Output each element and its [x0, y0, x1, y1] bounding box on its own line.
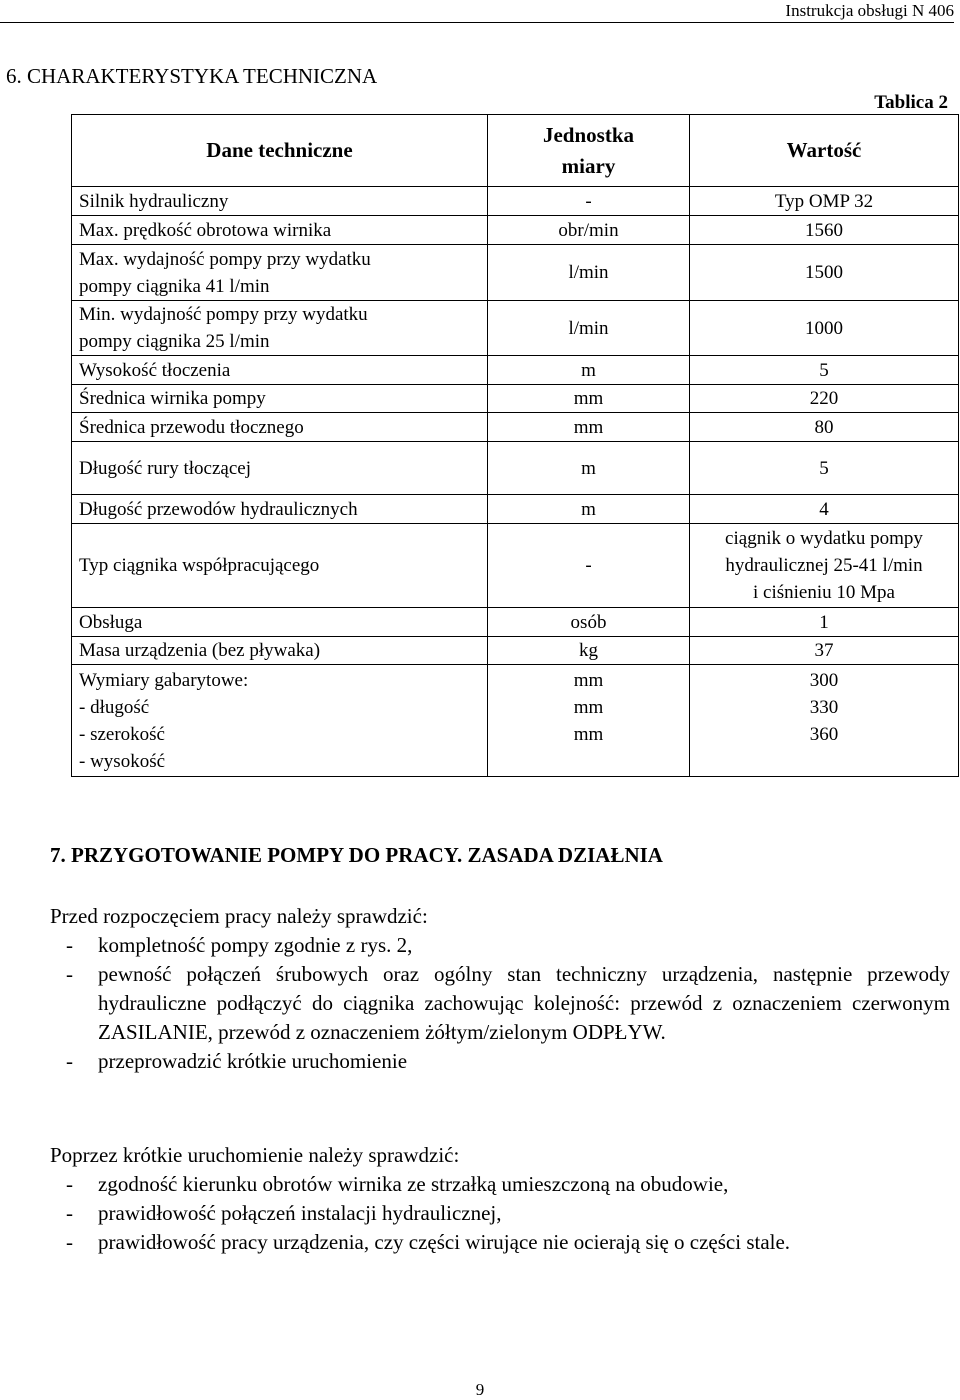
row-unit: l/min	[488, 301, 690, 356]
checklist-intro-short-run	[50, 1141, 950, 1170]
row-name	[72, 301, 488, 356]
row-name-line: Min. wydajność pompy przy wydatku	[79, 304, 368, 325]
row-name-line: - wysokość	[79, 750, 166, 772]
row-unit-line: mm	[573, 697, 604, 718]
row-value-line: 300	[809, 670, 839, 691]
row-name-line: pompy ciągnika 25 l/min	[79, 331, 270, 352]
intro-paragraph: Przed rozpoczęciem pracy należy sprawdzić:	[50, 904, 428, 928]
dash-bullet: -	[66, 1201, 73, 1225]
row-value: 1500	[690, 245, 959, 301]
row-unit: -	[488, 524, 690, 608]
row-value: 220	[690, 385, 959, 413]
list-item	[50, 1228, 950, 1257]
row-value-line: hydraulicznej 25-41 l/min	[725, 555, 923, 576]
row-unit: obr/min	[488, 216, 690, 245]
checklist-intro-before-work	[50, 902, 950, 931]
row-value	[690, 665, 959, 777]
row-name-line: Wymiary gabarytowe:	[79, 669, 249, 691]
table-row	[72, 442, 959, 495]
running-title: Instrukcja obsługi N 406	[785, 1, 954, 20]
list-item-text: zgodność kierunku obrotów wirnika ze strzałką umieszczoną na obudowie,	[98, 1172, 729, 1196]
row-unit: mm	[488, 413, 690, 442]
list-item	[50, 1047, 950, 1076]
table-row	[72, 245, 959, 301]
row-value-line: ciągnik o wydatku pompy	[725, 528, 923, 549]
row-unit: l/min	[488, 245, 690, 301]
row-unit: m	[488, 442, 690, 495]
table-row	[72, 356, 959, 385]
table-header-row	[72, 115, 959, 187]
table-row	[72, 637, 959, 665]
row-name: Obsługa	[72, 608, 488, 637]
row-name	[72, 245, 488, 301]
row-name-line: - długość	[79, 696, 150, 718]
row-value: 80	[690, 413, 959, 442]
list-item	[50, 1170, 950, 1199]
row-value: 5	[690, 442, 959, 495]
row-unit: mm	[488, 385, 690, 413]
dimensions-name-list	[79, 667, 480, 775]
list-item-text: prawidłowość połączeń instalacji hydraulicznej,	[98, 1201, 502, 1225]
dash-list	[50, 931, 950, 1076]
table-row	[72, 216, 959, 245]
dash-bullet: -	[66, 1230, 73, 1254]
row-value: 1	[690, 608, 959, 637]
row-name: Średnica wirnika pompy	[72, 385, 488, 413]
dash-bullet: -	[66, 1172, 73, 1196]
row-name	[72, 665, 488, 777]
table-row	[72, 495, 959, 524]
column-header-value: Wartość	[690, 115, 959, 187]
row-name: Silnik hydrauliczny	[72, 187, 488, 216]
column-header-unit-label: Jednostka miary	[542, 123, 635, 178]
running-header	[0, 0, 954, 23]
list-item	[50, 960, 950, 1047]
checklist-before-work	[50, 931, 950, 1076]
row-name-line: pompy ciągnika 41 l/min	[79, 275, 270, 297]
row-value: 1000	[690, 301, 959, 356]
table-row	[72, 608, 959, 637]
row-unit: osób	[488, 608, 690, 637]
section-7-title: 7. PRZYGOTOWANIE POMPY DO PRACY. ZASADA DZIAŁNIA	[50, 843, 663, 867]
table-row	[72, 665, 959, 777]
list-item	[50, 931, 950, 960]
row-name: Długość rury tłoczącej	[72, 442, 488, 495]
row-unit: kg	[488, 637, 690, 665]
list-item-text: prawidłowość pracy urządzenia, czy części wirujące nie ocierają się o części stale.	[98, 1230, 791, 1254]
row-name: Średnica przewodu tłocznego	[72, 413, 488, 442]
row-name: Max. prędkość obrotowa wirnika	[72, 216, 488, 245]
row-value: Typ OMP 32	[690, 187, 959, 216]
row-unit: m	[488, 356, 690, 385]
column-header-technical-data: Dane techniczne	[72, 115, 488, 187]
row-value-line: i ciśnieniu 10 Mpa	[753, 582, 895, 603]
table-row	[72, 413, 959, 442]
list-item-text: pewność połączeń śrubowych oraz ogólny stan techniczny urządzenia, następnie przewody hydrauliczne podłączyć do ciągnika zachowując kolejność: przewód z oznaczeniem czerwonym ZASILANIE, przewód z oznaczeniem żółtym/zielonym ODPŁYW.	[98, 962, 950, 1044]
row-name: Wysokość tłoczenia	[72, 356, 488, 385]
table-row	[72, 301, 959, 356]
table-row	[72, 385, 959, 413]
dash-list	[50, 1170, 950, 1257]
row-value-line: 330	[809, 697, 839, 718]
intro-paragraph: Poprzez krótkie uruchomienie należy sprawdzić:	[50, 1143, 460, 1167]
row-name-line: - szerokość	[79, 723, 165, 745]
table-row	[72, 187, 959, 216]
section-6-title: 6. CHARAKTERYSTYKA TECHNICZNA	[6, 64, 378, 88]
row-unit-line: mm	[573, 724, 604, 745]
column-header-unit	[488, 115, 690, 187]
dash-bullet: -	[66, 933, 73, 957]
row-value: 1560	[690, 216, 959, 245]
row-unit: -	[488, 187, 690, 216]
row-unit-line: mm	[573, 670, 604, 691]
dash-bullet: -	[66, 962, 73, 986]
row-name: Długość przewodów hydraulicznych	[72, 495, 488, 524]
row-value: 5	[690, 356, 959, 385]
row-name: Masa urządzenia (bez pływaka)	[72, 637, 488, 665]
table-row	[72, 524, 959, 608]
row-name-line: Max. wydajność pompy przy wydatku	[79, 248, 371, 270]
row-unit: m	[488, 495, 690, 524]
dash-bullet: -	[66, 1049, 73, 1073]
row-value: 37	[690, 637, 959, 665]
technical-data-table	[71, 114, 959, 777]
page-number: 9	[475, 1380, 485, 1399]
list-item-text: kompletność pompy zgodnie z rys. 2,	[98, 933, 413, 957]
row-value-line: 360	[809, 724, 839, 745]
row-unit	[488, 665, 690, 777]
row-name: Typ ciągnika współpracującego	[72, 524, 488, 608]
list-item	[50, 1199, 950, 1228]
table-caption: Tablica 2	[874, 92, 948, 113]
list-item-text: przeprowadzić krótkie uruchomienie	[98, 1049, 408, 1073]
row-value: 4	[690, 495, 959, 524]
checklist-short-run	[50, 1170, 950, 1257]
row-value	[690, 524, 959, 608]
